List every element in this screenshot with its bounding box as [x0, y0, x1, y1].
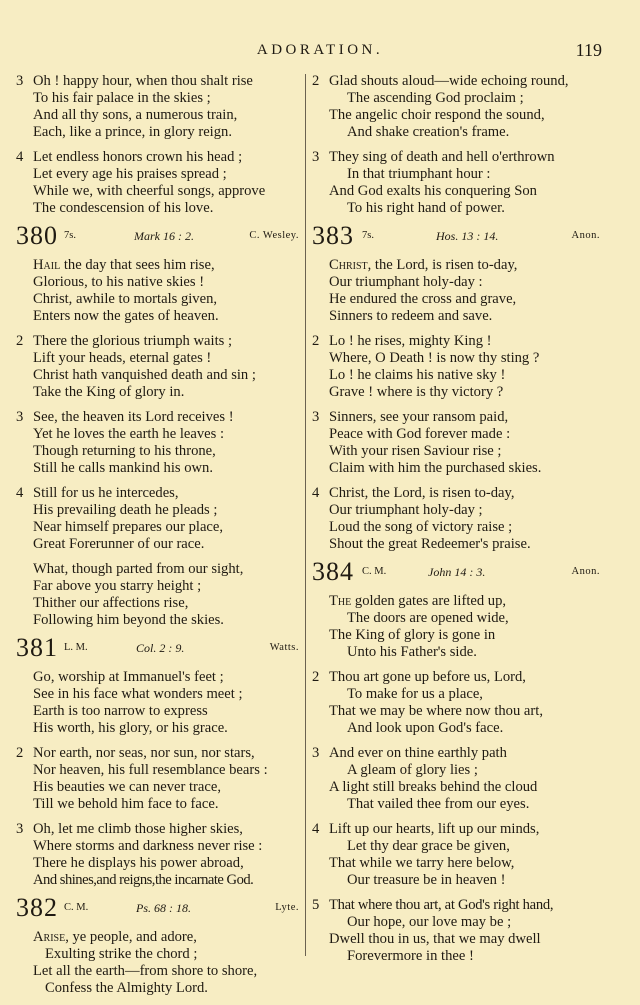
hymn-380-stanza-4: 4 Still for us he intercedes, His prevailing death he pleads ; Near himself prepares our place, Great Forerunner of our race.	[16, 485, 224, 552]
hymn-382-stanza-1: Arise, ye people, and adore, Exulting strike the chord ; Let all the earth—from shore to shore, Confess the Almighty Lord.	[33, 929, 258, 996]
scripture-reference: Mark 16 : 2.	[134, 229, 194, 243]
hymn-382-stanza-2: 2 Glad shouts aloud—wide echoing round, The ascending God proclaim ; The angelic choir respond the sound, And shake creation's frame.	[312, 73, 569, 140]
hymn-author: Lyte.	[275, 902, 299, 913]
hymn-author: Anon.	[571, 566, 600, 577]
hymn-381-stanza-2: 2 Nor earth, nor seas, nor sun, nor stars, Nor heaven, his full resemblance bears : His beauties we can never trace, Till we behold him face to face.	[16, 745, 268, 812]
page-header	[0, 40, 640, 64]
hymn-381-stanza-1: Go, worship at Immanuel's feet ; See in his face what wonders meet ; Earth is too narrow to express His worth, his glory, or his grace.	[33, 669, 243, 736]
hymn-383-heading	[310, 221, 602, 253]
hymn-author: C. Wesley.	[249, 230, 299, 241]
hymn-384-stanza-3: 3 And ever on thine earthly path A gleam of glory lies ; A light still breaks behind the cloud That vailed thee from our eyes.	[312, 745, 538, 812]
hymn-number: 380	[16, 221, 58, 250]
hymn-383-stanza-1: Christ, the Lord, is risen to-day, Our triumphant holy-day : He endured the cross and grave, Sinners to redeem and save.	[329, 257, 518, 324]
hymn-author: Anon.	[571, 230, 600, 241]
hymn-meter: 7s.	[64, 230, 76, 241]
hymn-383-stanza-2: 2 Lo ! he rises, mighty King ! Where, O Death ! is now thy sting ? Lo ! he claims his native sky ! Grave ! where is thy victory ?	[312, 333, 540, 400]
hymn-381-stanza-3: 3 Oh, let me climb those higher skies, Where storms and darkness never rise : There he displays his power abroad, And shines,and reigns,the incarnate God.	[16, 821, 263, 888]
running-title: ADORATION.	[256, 42, 384, 58]
hymn-383-stanza-3: 3 Sinners, see your ransom paid, Peace with God forever made : With your risen Saviour rise ; Claim with him the purchased skies.	[312, 409, 542, 476]
hymn-381-heading	[14, 633, 301, 665]
page-number: 119	[575, 40, 602, 60]
scripture-reference: John 14 : 3.	[428, 565, 486, 579]
hymn-number: 381	[16, 633, 58, 662]
column-divider	[305, 74, 306, 956]
hymn-meter: L. M.	[64, 642, 88, 653]
scripture-reference: Hos. 13 : 14.	[436, 229, 499, 243]
scripture-reference: Col. 2 : 9.	[136, 641, 185, 655]
hymn-384-stanza-1: The golden gates are lifted up, The doors are opened wide, The King of glory is gone in Unto his Father's side.	[329, 593, 509, 660]
hymn-380-stanza-2: 2 There the glorious triumph waits ; Lift your heads, eternal gates ! Christ hath vanquished death and sin ; Take the King of glory in.	[16, 333, 256, 400]
hymn-number: 384	[312, 557, 354, 586]
hymn-384-stanza-4: 4 Lift up our hearts, lift up our minds, Let thy dear grace be given, That while we tarry here below, Our treasure be in heaven !	[312, 821, 540, 888]
hymn-number: 383	[312, 221, 354, 250]
hymn-meter: C. M.	[362, 566, 387, 577]
hymn-379-stanza-4: 4 Let endless honors crown his head ; Let every age his praises spread ; While we, with cheerful songs, approve The condescension of his love.	[16, 149, 266, 216]
hymn-384-stanza-2: 2 Thou art gone up before us, Lord, To make for us a place, That we may be where now thou art, And look upon God's face.	[312, 669, 543, 736]
hymn-384-stanza-5: 5 That where thou art, at God's right hand, Our hope, our love may be ; Dwell thou in us, that we may dwell Forevermore in thee !	[312, 897, 554, 964]
hymn-author: Watts.	[269, 642, 299, 653]
hymn-380-stanza-3: 3 See, the heaven its Lord receives ! Yet he loves the earth he leaves : Though returning to his throne, Still he calls mankind his own.	[16, 409, 234, 476]
hymn-383-stanza-4: 4 Christ, the Lord, is risen to-day, Our triumphant holy-day ; Loud the song of victory raise ; Shout the great Redeemer's praise.	[312, 485, 531, 552]
hymn-384-heading	[310, 557, 602, 589]
hymn-meter: C. M.	[64, 902, 89, 913]
hymn-379-stanza-3: 3 Oh ! happy hour, when thou shalt rise To his fair palace in the skies ; And all thy sons, a numerous train, Each, like a prince, in glory reign.	[16, 73, 253, 140]
hymn-382-heading	[14, 893, 301, 925]
hymn-number: 382	[16, 893, 58, 922]
hymn-380-heading	[14, 221, 301, 253]
right-column	[310, 73, 602, 973]
hymn-meter: 7s.	[362, 230, 374, 241]
left-column	[14, 73, 301, 1005]
hymn-382-stanza-3: 3 They sing of death and hell o'erthrown In that triumphant hour : And God exalts his conquering Son To his right hand of power.	[312, 149, 555, 216]
scripture-reference: Ps. 68 : 18.	[136, 901, 191, 915]
hymn-380-stanza-5: What, though parted from our sight, Far above you starry height ; Thither our affections rise, Following him beyond the skies.	[33, 561, 244, 628]
hymn-380-stanza-1: Hail the day that sees him rise, Glorious, to his native skies ! Christ, awhile to mortals given, Enters now the gates of heaven.	[33, 257, 219, 324]
